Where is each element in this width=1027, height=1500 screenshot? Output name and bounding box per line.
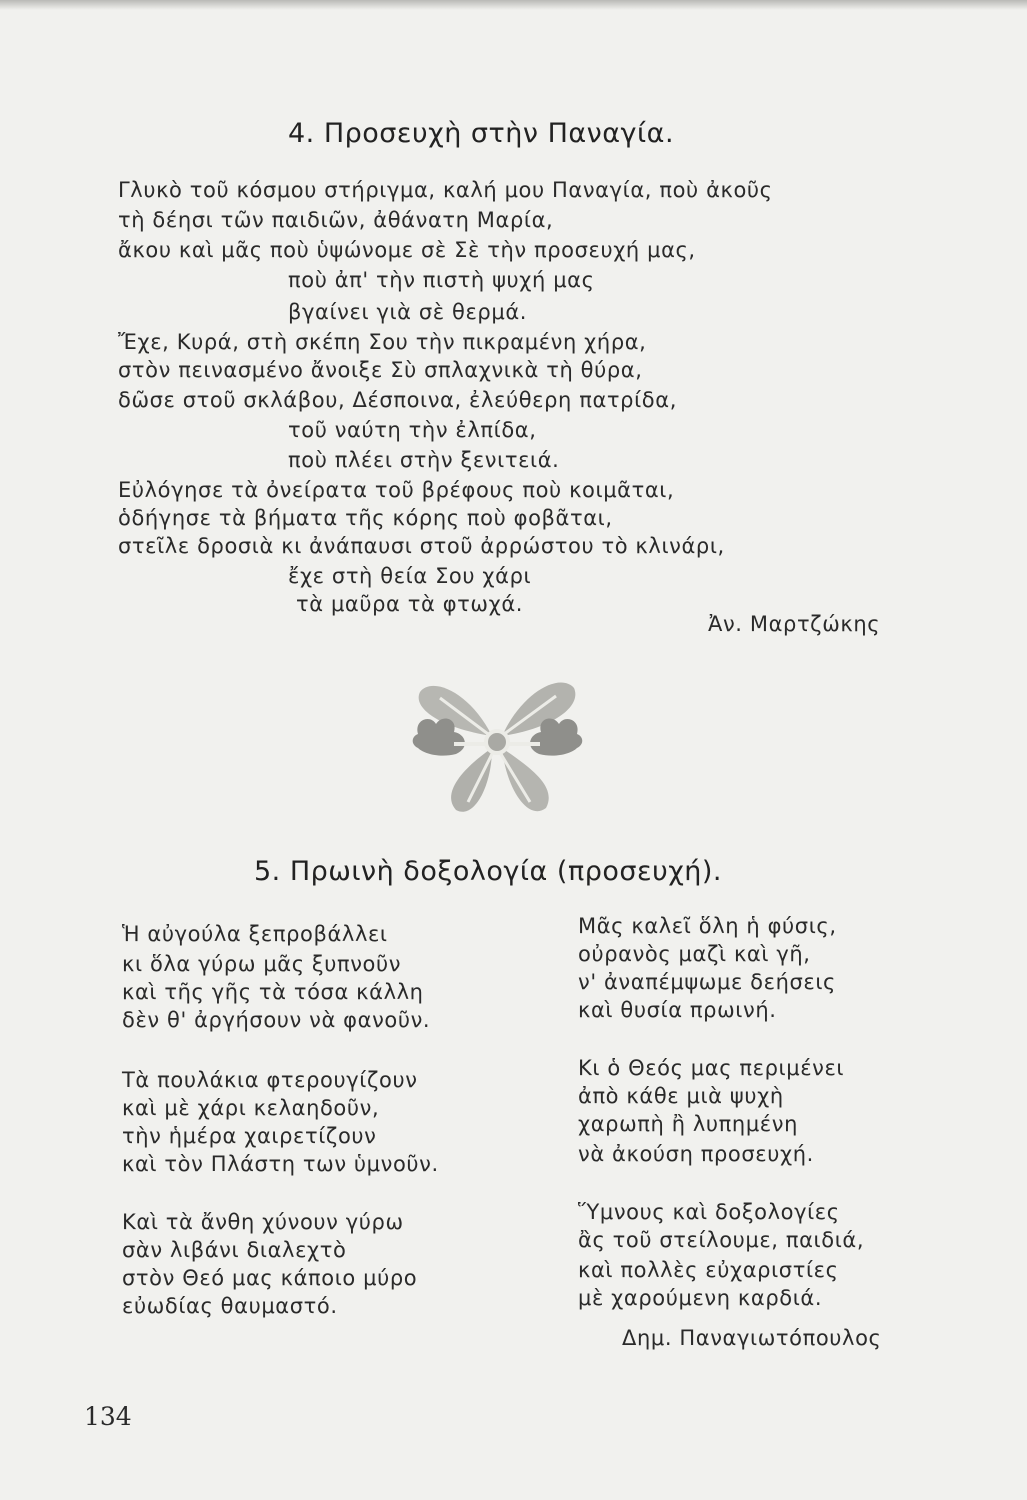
- poem-2-left-line: Τὰ πουλάκια φτερουγίζουν: [122, 1068, 418, 1092]
- poem-2-left-line: δὲν θ' ἀργήσουν νὰ φανοῦν.: [122, 1008, 431, 1032]
- poem-2-right-line: οὐρανὸς μαζὶ καὶ γῆ,: [578, 942, 811, 966]
- poem-2-right-line: Κι ὁ Θεός μας περιμένει: [578, 1056, 845, 1080]
- poem-2-right-line: καὶ πολλὲς εὐχαριστίες: [578, 1258, 839, 1282]
- poem-1-line: στὸν πεινασμένο ἄνοιξε Σὺ σπλαχνικὰ τὴ θύρα,: [118, 358, 643, 382]
- poem-2-left-line: Ἡ αὐγούλα ξεπροβάλλει: [122, 922, 388, 946]
- poem-2-left-line: σὰν λιβάνι διαλεχτὸ: [122, 1238, 347, 1262]
- poem-1-line: ποὺ πλέει στὴν ξενιτειά.: [288, 448, 560, 472]
- poem-1-author: Ἀν. Μαρτζώκης: [708, 612, 881, 636]
- poem-2-author: Δημ. Παναγιωτόπουλος: [622, 1326, 882, 1350]
- poem-1-line: Γλυκὸ τοῦ κόσμου στήριγμα, καλή μου Παναγία, ποὺ ἀκοῦς: [118, 178, 773, 202]
- poem-2-right-line: νὰ ἀκούση προσευχή.: [578, 1142, 814, 1166]
- poem-2-right-line: ἀπὸ κάθε μιὰ ψυχὴ: [578, 1084, 784, 1108]
- poem-2-title: 5. Πρωινὴ δοξολογία (προσευχή).: [254, 856, 723, 887]
- poem-1-line: δῶσε στοῦ σκλάβου, Δέσποινα, ἐλεύθερη πατρίδα,: [118, 388, 677, 412]
- poem-1-line: Ἔχε, Κυρά, στὴ σκέπη Σου τὴν πικραμένη χήρα,: [118, 330, 647, 354]
- poem-2-left-line: καὶ μὲ χάρι κελαηδοῦν,: [122, 1096, 380, 1120]
- flower-ornament-icon: [410, 662, 585, 822]
- poem-1-line: ποὺ ἀπ' τὴν πιστὴ ψυχή μας: [288, 268, 595, 292]
- poem-2-right-line: Ὕμνους καὶ δοξολογίες: [578, 1200, 840, 1224]
- poem-1-line: ὁδήγησε τὰ βήματα τῆς κόρης ποὺ φοβᾶται,: [118, 506, 613, 530]
- poem-2-right-line: ἂς τοῦ στείλουμε, παιδιά,: [578, 1228, 865, 1252]
- poem-2-right-line: χαρωπὴ ἢ λυπημένη: [578, 1112, 798, 1136]
- poem-1-title: 4. Προσευχὴ στὴν Παναγία.: [288, 118, 675, 149]
- poem-2-left-line: Καὶ τὰ ἄνθη χύνουν γύρω: [122, 1210, 404, 1234]
- poem-1-line: βγαίνει γιὰ σὲ θερμά.: [288, 300, 528, 324]
- poem-2-left-line: καὶ τῆς γῆς τὰ τόσα κάλλη: [122, 980, 424, 1004]
- poem-2-right-line: Μᾶς καλεῖ ὅλη ἡ φύσις,: [578, 914, 837, 938]
- poem-1-line: ἄκου καὶ μᾶς ποὺ ὑψώνομε σὲ Σὲ τὴν προσευχή μας,: [118, 238, 696, 262]
- page-number: 134: [84, 1402, 132, 1431]
- poem-1-line: τὰ μαῦρα τὰ φτωχά.: [296, 592, 524, 616]
- poem-2-right-line: καὶ θυσία πρωινή.: [578, 998, 777, 1022]
- poem-1-line: τὴ δέησι τῶν παιδιῶν, ἀθάνατη Μαρία,: [118, 208, 554, 232]
- poem-1-line: τοῦ ναύτη τὴν ἐλπίδα,: [288, 418, 537, 442]
- poem-1-line: στεῖλε δροσιὰ κι ἀνάπαυσι στοῦ ἀρρώστου τὸ κλινάρι,: [118, 534, 725, 558]
- poem-2-left-line: τὴν ἡμέρα χαιρετίζουν: [122, 1124, 377, 1148]
- poem-2-left-line: στὸν Θεό μας κάποιο μύρο: [122, 1266, 418, 1290]
- poem-2-left-line: κι ὅλα γύρω μᾶς ξυπνοῦν: [122, 952, 402, 976]
- poem-1-line: ἔχε στὴ θεία Σου χάρι: [288, 564, 532, 588]
- poem-2-right-line: ν' ἀναπέμψωμε δεήσεις: [578, 970, 836, 994]
- page-top-edge: [0, 0, 1027, 10]
- poem-2-left-line: καὶ τὸν Πλάστη των ὑμνοῦν.: [122, 1152, 439, 1176]
- poem-1-line: Εὐλόγησε τὰ ὀνείρατα τοῦ βρέφους ποὺ κοιμᾶται,: [118, 478, 675, 502]
- poem-2-right-line: μὲ χαρούμενη καρδιά.: [578, 1286, 823, 1310]
- poem-2-left-line: εὐωδίας θαυμαστό.: [122, 1294, 338, 1318]
